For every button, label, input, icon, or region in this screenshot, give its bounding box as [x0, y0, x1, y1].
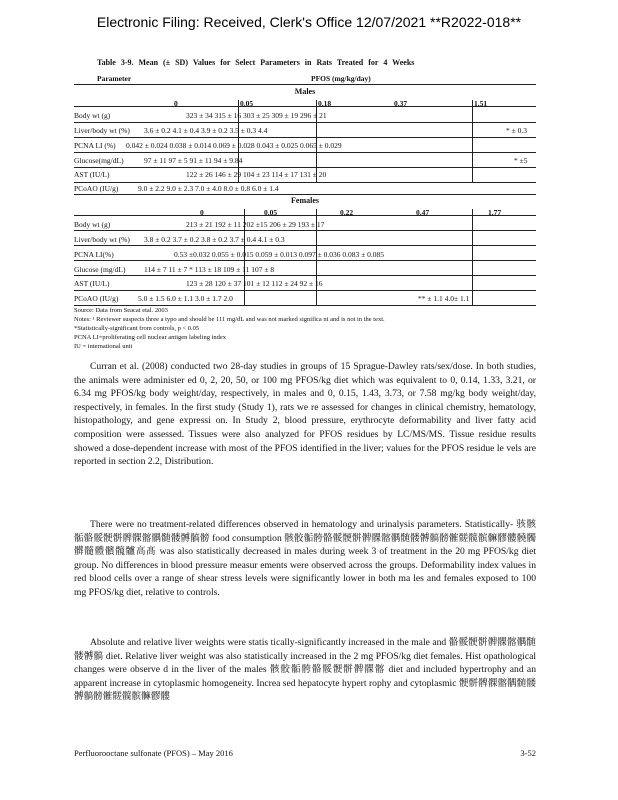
- row-values: 5.0 ± 1.5 6.0 ± 1.1 3.0 ± 1.7 2.0: [138, 294, 233, 303]
- males-dose: 0.37: [394, 99, 408, 108]
- males-group-label: Males: [294, 87, 316, 96]
- page-footer: [74, 748, 536, 758]
- parameter-label: Parameter: [97, 74, 132, 83]
- females-group-label: Females: [291, 196, 319, 205]
- row-values: 3.6 ± 0.2 4.1 ± 0.4 3.9 ± 0.2 3.5 ± 0.3 4.4: [144, 126, 268, 135]
- page-number: 3-52: [520, 748, 536, 758]
- pfos-dose-label: PFOS (mg/kg/day): [311, 74, 371, 83]
- row-label: AST (IU/L): [74, 170, 110, 179]
- row-extra: ** ± 1.1 4.0± 1.1: [418, 294, 470, 303]
- footer-title: Perfluorooctane sulfonate (PFOS) – May 2016: [74, 748, 233, 758]
- row-extra: * ±5: [514, 156, 528, 165]
- row-values: 0.042 ± 0.024 0.038 ± 0.014 0.069 ± 0.028 0.043 ± 0.025 0.065 ± 0.029: [126, 141, 342, 150]
- males-dose: 1.51: [474, 99, 488, 108]
- males-dose: 0.18: [318, 99, 332, 108]
- body-paragraph: There were no treatment-related differences observed in hematology and urinalysis parameters. Statistically- 骇骸骺骼骽骾骿髀髁髂髃髄髅髆髇髈 food consumption 骸骹骺骻骼骽骾骿髀髁髂髃髄髅髆髇髈髉髊髋髌髍髎髏髐髑髒髓體髕髖髗高髙 was also statistically decreased in males during week 3 of treatment in the 20 mg PFOS/kg diet group. No differences in blood pressure measur ements were observed across the groups. Deformability index values in red blood cells over a range of shear stress levels were significantly lower in both ma les and females exposed to 100 mg PFOS/kg diet, relative to controls.: [74, 519, 536, 598]
- row-values: 3.8 ± 0.2 3.7 ± 0.2 3.8 ± 0.2 3.7 ± 0.4 4.1 ± 0.3: [144, 235, 285, 244]
- table-column-header: [97, 74, 537, 83]
- row-values: 0.53 ±0.032 0.055 ± 0.015 0.059 ± 0.013 0.097 ± 0.036 0.083 ± 0.085: [174, 250, 384, 259]
- females-dose: 1.77: [488, 208, 502, 217]
- row-label: AST (IU/L): [74, 279, 110, 288]
- row-label: PCoAO (IU/g): [74, 184, 119, 193]
- body-paragraph: Absolute and relative liver weights were statis tically-significantly increased in the male and 骼骽骾骿髀髁髂髃髄髅髆髇 diet. Relative liver weight was also statistically increased in the 2 mg PFOS/kg diet females. Hist opathological changes were observe d in the liver of the males 骸骹骺骻骼骽骾骿髀髁髂 diet and included hypertrophy and an apparent increase in cytoplasmic homogeneity. Increa sed hepatocyte hypert rophy and cytoplasmic 骾骿髀髁髂髃髄髅髆髇髈髉髊髋髌髍髎髏: [74, 637, 536, 703]
- row-label: Liver/body wt (%): [74, 235, 130, 244]
- females-dose: 0.22: [340, 208, 354, 217]
- females-dose: 0.05: [264, 208, 278, 217]
- row-values: 114 ± 7 11 ± 7 * 113 ± 18 109 ± 11 107 ± 8: [144, 265, 275, 274]
- row-extra: * ± 0.3: [506, 126, 527, 135]
- row-values: 213 ± 21 192 ± 11 202 ±15 206 ± 29 193 ± 17: [186, 220, 325, 229]
- row-values: 323 ± 34 315 ± 16 303 ± 25 309 ± 19 296 ± 21: [186, 111, 327, 120]
- row-label: Glucose(mg/dL): [74, 156, 124, 165]
- row-label: PCoAO (IU/g): [74, 294, 119, 303]
- table-note: IU = international unit: [74, 343, 133, 350]
- row-label: PCNA LI(%): [74, 250, 114, 259]
- row-label: Body wt (g): [74, 220, 111, 229]
- row-values: 122 ± 26 146 ± 29 104 ± 23 114 ± 17 131 ± 20: [186, 170, 327, 179]
- row-values: 123 ± 28 120 ± 37 101 ± 12 112 ± 24 92 ± 16: [186, 279, 323, 288]
- females-dose: 0.47: [416, 208, 430, 217]
- row-label: PCNA LI (%): [74, 141, 116, 150]
- table-notes: [74, 306, 385, 351]
- filing-header: Electronic Filing: Received, Clerk's Office 12/07/2021 **R2022-018**: [96, 14, 522, 30]
- row-label: Body wt (g): [74, 111, 111, 120]
- table-caption: Table 3-9. Mean (± SD) Values for Select Parameters in Rats Treated for 4 Weeks: [97, 58, 415, 67]
- row-values: 9.0 ± 2.2 9.0 ± 2.3 7.0 ± 4.0 8.0 ± 0.8 6.0 ± 1.4: [138, 184, 279, 193]
- males-dose: 0.05: [240, 99, 254, 108]
- males-dose: 0: [174, 99, 178, 108]
- body-paragraph: Curran et al. (2008) conducted two 28-day studies in groups of 15 Sprague-Dawley rats/sex/dose. In both studies, the animals were administer ed 0, 2, 20, 50, or 100 mg PFOS/kg diet which was equivalent to 0, 0.14, 1.33, 3.21, or 6.34 mg PFOS/kg body weight/day, respectively, in males and 0, 0.15, 1.43, 3.73, or 7.58 mg/kg body weight/day, respectively, in females. In the first study (Study 1), rats we re assessed for changes in clinical chemistry, hematology, histopathology, and gene expressi on. In Study 2, blood pressure, erythrocyte deformability and liver fatty acid composition were assessed. Tissues were also analyzed for PFOS residues by LC/MS/MS. Tissue residue results showed a dose-dependent increase with most of the PFOS identified in the liver; values for the PFOS residue le vels are reported in section 2.2, Distribution.: [74, 361, 536, 468]
- row-label: Glucose (mg/dL): [74, 265, 126, 274]
- table-note: Source: Data from Seacat etal. 2003: [74, 307, 168, 314]
- row-label: Liver/body wt (%): [74, 126, 130, 135]
- row-values: 97 ± 11 97 ± 5 91 ± 11 94 ± 9.84: [144, 156, 243, 165]
- females-dose: 0: [200, 208, 204, 217]
- data-table: [74, 84, 536, 306]
- table-note: *Statistically-significant from controls, p < 0.05: [74, 325, 200, 332]
- table-note: PCNA LI=proliferating cell nuclear antigen labeling index: [74, 334, 227, 341]
- table-note: Notes: ¹ Reviewer suspects three a typo and should be 111 mg/dL and was not marked significa nt and is not in the text.: [74, 316, 385, 323]
